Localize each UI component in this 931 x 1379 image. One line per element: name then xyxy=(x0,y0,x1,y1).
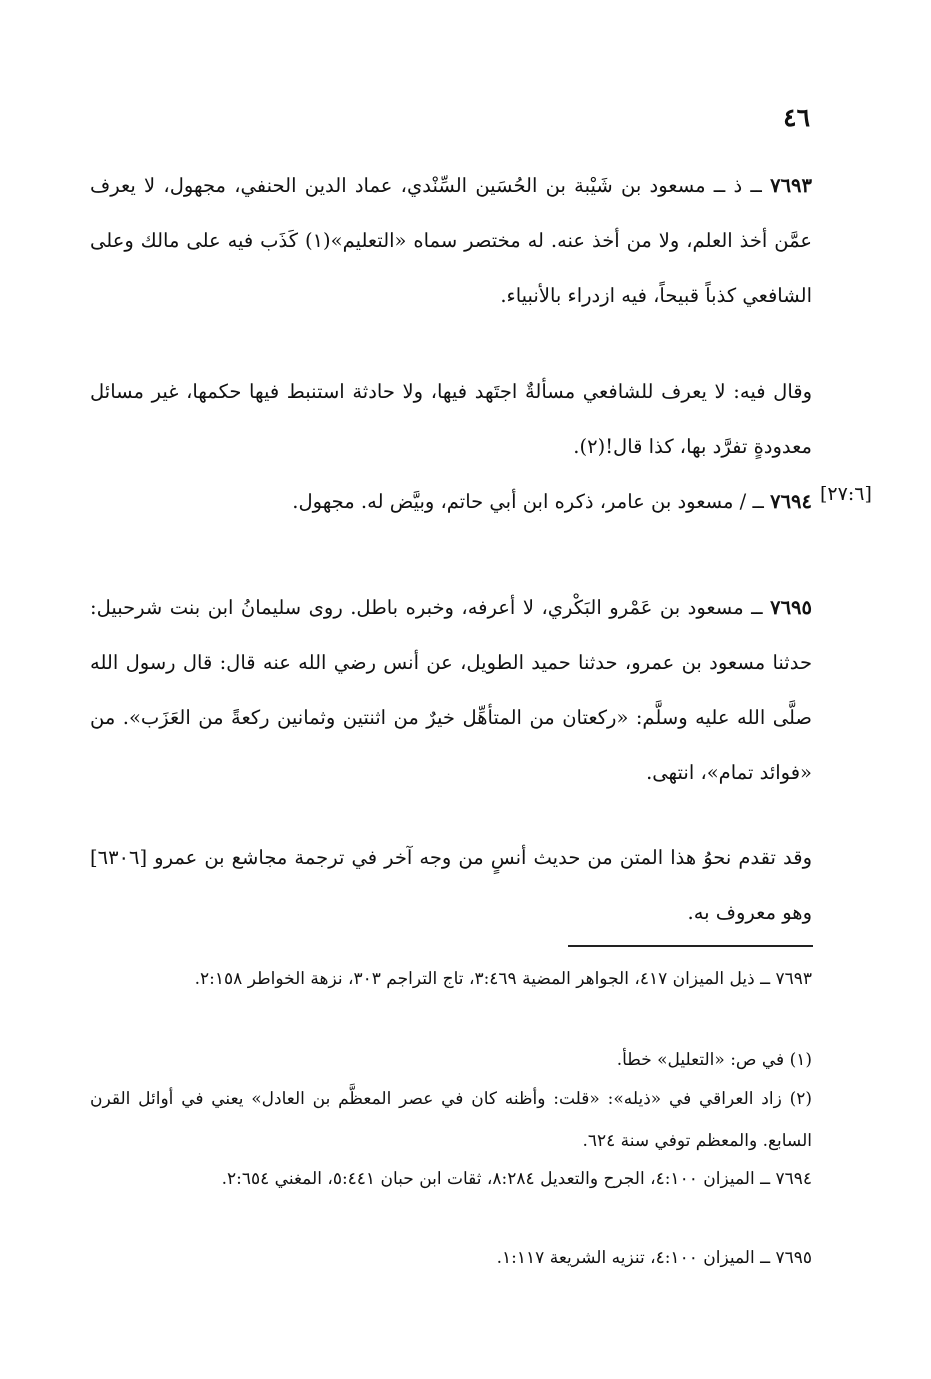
footnote-1: (١) في ص: «التعليل» خطأ. xyxy=(616,1050,812,1070)
entry-7693-continued xyxy=(90,364,812,474)
footnote-2: (٢) زاد العراقي في «ذيله»: «قلت: وأظنه كان في عصر المعظَّم بن العادل» يعني في أوائل القرن السابع. والمعظم توفي سنة ٦٢٤. xyxy=(90,1089,812,1151)
margin-reference: [٢٧:٦] xyxy=(820,483,872,505)
footnote-separator xyxy=(568,945,813,947)
page-number: ٤٦ xyxy=(783,103,810,132)
entry-7694 xyxy=(90,474,812,529)
entry-number: ٧٦٩٥ xyxy=(770,596,812,619)
entry-text: وقال فيه: لا يعرف للشافعي مسألةٌ اجتَهد فيها، ولا حادثة استنبط فيها حكمها، غير مسائل معدودةٍ تفرَّد بها، كذا قال!(٢). xyxy=(90,380,812,458)
footnote-source-7693: ٧٦٩٣ ــ ذيل الميزان ٤١٧، الجواهر المضية ٣:٤٦٩، تاج التراجم ٣٠٣، نزهة الخواطر ٢:١٥٨. xyxy=(194,969,812,989)
entry-7695-continued xyxy=(90,830,812,940)
entry-text: ــ / مسعود بن عامر، ذكره ابن أبي حاتم، وبيَّض له. مجهول. xyxy=(292,490,764,513)
entry-number: ٧٦٩٣ xyxy=(770,174,812,197)
entry-text: ــ ذ ــ مسعود بن شَيْبة بن الحُسَين السِّنْدي، عماد الدين الحنفي، مجهول، لا يعرف عمَّن أخذ العلم، ولا من أخذ عنه. له مختصر سماه «التعليم»(١) كَذَب فيه على مالك وعلى الشافعي كذباً قبيحاً، فيه ازدراء بالأنبياء. xyxy=(90,174,812,307)
entry-number: ٧٦٩٤ xyxy=(770,490,812,513)
entry-text: ــ مسعود بن عَمْرو البَكْري، لا أعرفه، وخبره باطل. روى سليمانُ ابن بنت شرحبيل: حدثنا مسعود بن عمرو، حدثنا حميد الطويل، عن أنس رضي الله عنه قال: قال رسول الله صلَّى الله عليه وسلَّم: «ركعتان من المتأهِّل خيرٌ من اثنتين وثمانين ركعةً من العَزَب». من «فوائد تمام»، انتهى. xyxy=(90,596,812,784)
footnote-source-7695: ٧٦٩٥ ــ الميزان ٤:١٠٠، تنزيه الشريعة ١:١١٧. xyxy=(496,1248,812,1268)
entry-7693 xyxy=(90,158,812,323)
footnote-source-7694: ٧٦٩٤ ــ الميزان ٤:١٠٠، الجرح والتعديل ٨:٢٨٤، ثقات ابن حبان ٥:٤٤١، المغني ٢:٦٥٤. xyxy=(221,1169,812,1189)
entry-text: وقد تقدم نحوُ هذا المتن من حديث أنسٍ من وجه آخر في ترجمة مجاشع بن عمرو [٦٣٠٦] وهو معروف به. xyxy=(90,846,812,924)
entry-7695 xyxy=(90,580,812,800)
